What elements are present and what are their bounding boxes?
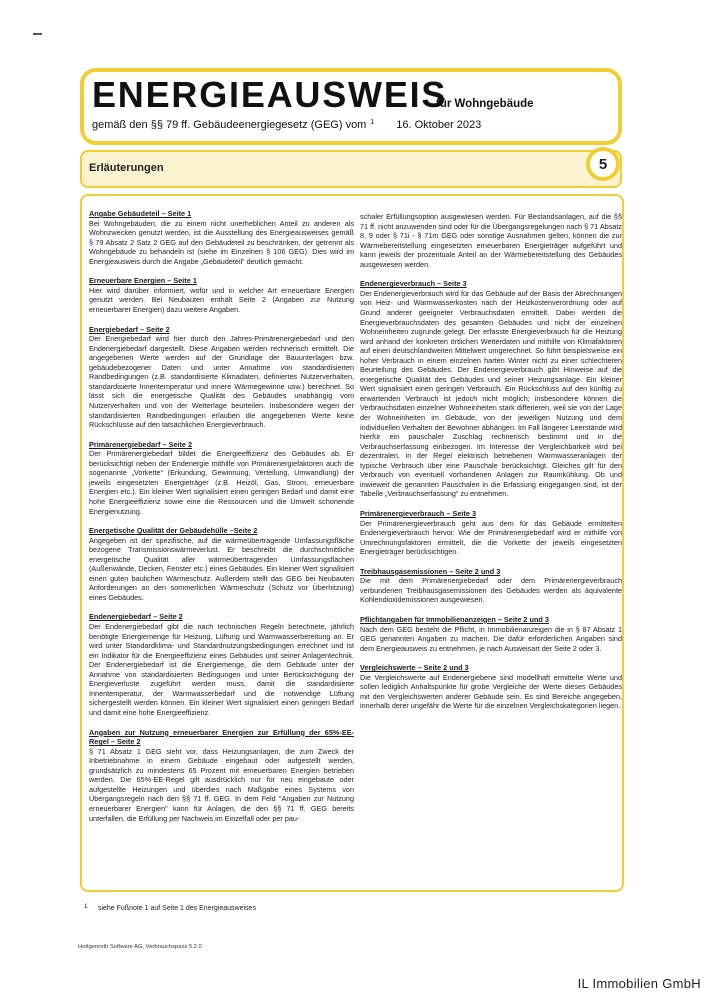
section-heading: Angabe Gebäudeteil – Seite 1 <box>89 209 192 218</box>
section-text: Der Energiebedarf wird hier durch den Jahres-Primärenergiebedarf und den Endenergiebedarf dargestellt. Diese Angaben werden rechnerisch ermittelt. Die angegebenen Werte werden auf der Grundlage der Bauunterlagen bzw. gebäudebezogener Daten und unter Annahme von standardisierten Randbedingungen (z.B. standardisierte Klimadaten, definiertes Nutzerverhalten, standardisierte Innentemperatur und innere Wärmegewinne usw.) berechnet. So lässt sich die energetische Qualität des Gebäudes unabhängig vom Nutzerverhalten und von der Wetterlage beurteilen. Insbesondere wegen der standardisierten Randbedingungen erlauben die angegebenen Werte keine Rückschlüsse auf den tatsächlichen Energieverbrauch. <box>89 334 354 430</box>
section-heading: Treibhausgasemissionen – Seite 2 und 3 <box>360 566 501 576</box>
page-number-badge: 5 <box>586 147 620 181</box>
section-heading: Energiebedarf – Seite 2 <box>89 324 170 334</box>
section-text: Die Vergleichswerte auf Endenergiebene sind modellhaft ermittelte Werte und sollen lediglich Anhaltspunkte für grobe Vergleiche der Werte dieses Gebäudes mit den Vergleichswerten anderer Gebäude sein. Es sind Bereiche angegeben, innerhalb derer ungefähr die Werte für die einzelnen Vergleichskategorien liegen. <box>360 672 622 711</box>
section-heading: Primärenergieverbrauch – Seite 3 <box>360 508 476 518</box>
section-heading: Vergleichswerte – Seite 2 und 3 <box>360 663 469 673</box>
left-column <box>89 209 354 833</box>
section-text: Nach dem GEG besteht die Pflicht, in Immobilienanzeigen die in § 87 Absatz 1 GEG genannten Angaben zu machen. Die dafür erforderlichen Angaben sind dem Energieausweis zu entnehmen, je nach Ausweisart der Seite 2 oder 3. <box>360 624 622 653</box>
watermark: IL Immobilien GmbH <box>577 976 701 991</box>
section-bar <box>80 150 622 188</box>
scan-mark <box>33 33 42 35</box>
document-title: ENERGIEAUSWEIS <box>92 74 448 115</box>
document-subtitle: für Wohngebäude <box>436 98 534 110</box>
explanation-section <box>360 663 622 711</box>
section-text: Angegeben ist der spezifische, auf die wärmeübertragende Umfassungsfläche bezogene Transmissionswärmeverlust. Er beschreibt die durchschnittliche energetische Qualität aller wärmeübertragenden Umfassungsflächen (Außenwände, Decken, Fenster etc.) eines Gebäudes. Ein kleiner Wert signalisiert einen guten baulichen Wärmeschutz. Außerdem stellt das GEG bei Neubauten Anforderungen an den sommerlichen Wärmeschutz (Schutz vor Überhitzung) eines Gebäudes. <box>89 535 354 602</box>
explanation-section <box>360 615 622 653</box>
section-text: Hier wird darüber informiert, wofür und in welcher Art erneuerbare Energien genutzt werden. Bei Neubauten enthält Seite 2 (Angaben zur Nutzung erneuerbarer Energien) dazu weitere Angaben. <box>89 285 354 315</box>
explanation-section <box>89 440 354 516</box>
section-text: § 71 Absatz 1 GEG sieht vor, dass Heizungsanlagen, die zum Zweck der Inbetriebnahme in einem Gebäude eingebaut oder aufgestellt werden, grundsätzlich zu mindestens 65 Prozent mit erneuerbaren Energien betrieben werden. Die 65%-EE-Regel gilt ausdrücklich nur für neu eingebaute oder aufgestellte Heizungen und überdies nach Maßgabe eines Systems von Übergangsregeln nach den §§ 71 ff. GEG. In dem Feld "Angaben zur Nutzung erneuerbarer Energien" kann für Anlagen, die den §§ 71 ff. GEG bereits unterfallen, die Erfüllung per Nachweis im Einzelfall oder per pau- <box>89 746 354 823</box>
section-text: Der Primärenergiebedarf bildet die Energieeffizienz des Gebäudes ab. Er berücksichtigt neben der Endenergie mithilfe von Primärenergiefaktoren auch die sogenannte „Vorkette“ (Erkundung, Gewinnung, Verteilung, Umwandlung) der jeweils eingesetzten Energieträger (z.B. Heizöl, Gas, Strom, erneuerbare Energien etc.). Ein kleiner Wert signalisiert einen geringen Bedarf und damit eine hohe Energieeffizienz sowie eine die Ressourcen und die Umwelt schonende Energienutzung. <box>89 449 354 516</box>
explanation-section <box>360 509 622 557</box>
section-text: Bei Wohngebäuden, die zu einem nicht unerheblichen Anteil zu anderen als Wohnzwecken genutzt werden, ist die Ausstellung des Energieausweises gemäß § 79 Absatz 2 Satz 2 GEG auf den Gebäudeteil zu beschränken, der getrennt als Wohngebäude zu behandeln ist (siehe im Einzelnen § 106 GEG). Dies wird im Energieausweis durch die Angabe „Gebäudeteil“ deutlich gemacht. <box>89 218 354 266</box>
section-text: Der Primärenergieverbrauch geht aus dem für das Gebäude ermittelten Endenergieverbrauch hervor. Wie der Primärenergiebedarf wird er mithilfe von Umrechnungsfaktoren ermittelt, die die Vorkette der jeweils eingesetzten Energieträger berücksichtigen. <box>360 518 622 557</box>
section-text: schaler Erfüllungsoption ausgewiesen werden. Für Bestandsanlagen, auf die §§ 71 ff. nicht anzuwenden sind oder für die Übergangsregelungen nach § 71 Absatz 8, 9 oder § 71i - § 71m GEG oder sonstige Ausnahmen gelten, können die zur Wärmebereitstellung eingesetzten erneuerbaren Energieträger aufgeführt und kann jeweils der prozentuale Anteil an der Wärmebereitstellung des Gebäudes ausgewiesen werden. <box>360 212 622 269</box>
section-heading: Primärenergiebedarf – Seite 2 <box>89 439 193 449</box>
explanation-section <box>89 526 354 602</box>
section-text: Die mit dem Primärenergiebedarf oder dem Primärenergieverbrauch verbundenen Treibhausgasemissionen des Gebäudes werden als äquivalente Kohlendioxidemissionen ausgewiesen. <box>360 576 622 605</box>
content-box <box>80 194 624 892</box>
explanation-section <box>89 728 354 824</box>
law-text: gemäß den §§ 79 ff. Gebäudeenergiegesetz (GEG) vom <box>92 119 367 131</box>
explanation-section <box>360 212 622 269</box>
section-heading: Pflichtangaben für Immobilienanzeigen – Seite 2 und 3 <box>360 614 549 624</box>
issue-date: 16. Oktober 2023 <box>396 119 482 131</box>
footnote-text: siehe Fußnote 1 auf Seite 1 des Energieausweises <box>97 905 256 912</box>
section-title: Erläuterungen <box>89 162 164 174</box>
software-credit: Hottgenroth Software AG, Verbrauchspass 5.2.0 <box>78 944 202 950</box>
footnote <box>84 904 256 912</box>
explanation-section <box>89 325 354 430</box>
section-heading: Endenergieverbrauch – Seite 3 <box>360 279 467 289</box>
explanation-section <box>89 612 354 717</box>
footnote-number: 1 <box>84 904 88 910</box>
explanation-section <box>360 279 622 499</box>
section-heading: Endenergiebedarf – Seite 2 <box>89 612 183 622</box>
section-heading: Energetische Qualität der Gebäudehülle –Seite 2 <box>89 526 258 536</box>
law-reference <box>92 119 481 131</box>
header-box <box>80 68 622 145</box>
explanation-section <box>89 209 354 266</box>
footnote-ref: 1 <box>370 119 375 126</box>
explanation-section <box>360 567 622 605</box>
right-column <box>360 212 622 721</box>
section-heading: Angaben zur Nutzung erneuerbarer Energien zur Erfüllung der 65%-EE-Regel – Seite 2 <box>89 727 354 747</box>
explanation-section <box>89 276 354 314</box>
section-heading: Erneuerbare Energien – Seite 1 <box>89 276 197 286</box>
section-text: Der Endenergiebedarf gibt die nach technischen Regeln berechnete, jährlich benötigte Energiemenge für Heizung, Lüftung und Warmwasserbereitung an. Er wird unter Standardklima- und Standardnutzungsbedingungen errechnet und ist ein Indikator für die Energieeffizienz eines Gebäudes und seiner Anlagentechnik. Der Endenergiebedarf ist die Energiemenge, die dem Gebäude unter der Annahme von standardisierten Bedingungen und unter Berücksichtigung der Energieverluste zugeführt werden muss, damit die standardisierte Innentemperatur, der Warmwasserbedarf und die notwendige Lüftung sichergestellt werden können. Ein kleiner Wert signalisiert einen geringen Bedarf und damit eine hohe Energieeffizienz. <box>89 622 354 717</box>
section-text: Der Endenergieverbrauch wird für das Gebäude auf der Basis der Abrechnungen von Heiz- und Warmwasserkosten nach der Heizkostenverordnung oder auf Grund anderer geeigneter Verbrauchsdaten ermittelt. Dabei werden die Energieverbrauchsdaten des gesamten Gebäudes und nicht der einzelnen Wohneinheiten zugrunde gelegt. Der erfasste Energieverbrauch für die Heizung wird anhand der konkreten örtlichen Wetterdaten und mithilfe von Klimafaktoren auf einen deutschlandweiten Mittelwert umgerechnet. So führt beispielsweise ein hoher Verbrauch in einem einzelnen harten Winter nicht zu einer schlechteren Beurteilung des Gebäudes. Der Endenergieverbrauch gibt Hinweise auf die energetische Qualität des Gebäudes und seiner Heizungsanlage. Ein kleiner Wert signalisiert einen geringen Verbrauch. Ein Rückschluss auf den künftig zu erwartenden Verbrauch ist jedoch nicht möglich; insbesondere können die Verbrauchsdaten einzelner Wohneinheiten stark differieren, weil sie von der Lage der Wohneinheiten im Gebäude, von der jeweiligen Nutzung und dem individuellen Verhalten der Bewohner abhängen. Im Fall längerer Leerstände wird hierfür ein pauschaler Zuschlag rechnerisch bestimmt und in die Verbrauchserfassung einbezogen. Im Interesse der Vergleichbarkeit wird bei dezentralen, in der Regel elektrisch betriebenen Warmwasseranlagen der typische Verbrauch über eine Pauschale berücksichtigt. Gleiches gilt für den Verbrauch von eventuell vorhandenen Anlagen zur Raumkühlung. Ob und inwieweit die genannten Pauschalen in die Erfassung eingegangen sind, ist der Tabelle „Verbrauchserfassung“ zu entnehmen. <box>360 288 622 499</box>
